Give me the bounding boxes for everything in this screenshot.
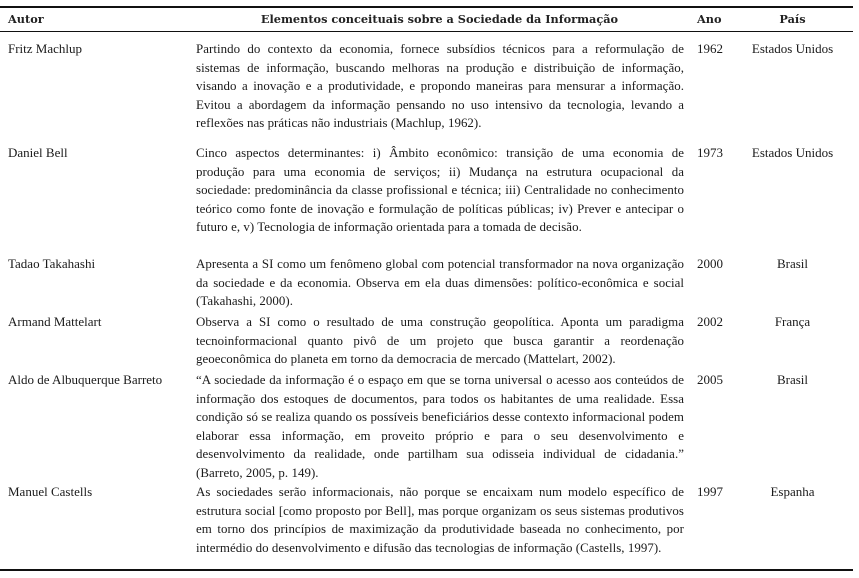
cell-descricao: Apresenta a SI como um fenômeno global com potencial transformador na nova organização da sociedade e da economia. Observa em ela duas dimensões: político-econômica e social (Takahashi, 2000). — [196, 257, 684, 309]
cell-ano: 2002 — [697, 314, 723, 329]
cell-pais: Estados Unidos — [751, 41, 834, 56]
cell-ano: 1973 — [697, 145, 723, 160]
cell-descricao: Partindo do contexto da economia, fornece subsídios técnicos para a reformulação de sistemas de informação, buscando melhoras na produção e distribuição de informação, visando a inovação e a produtividade, e propondo maneiras para mensurar a informação. Evitou a abordagem da informação pensando no uso intensivo da tecnologia, levando a reflexões nas práticas não industriais (Machlup, 1962). — [196, 42, 684, 131]
header-rule — [0, 31, 853, 32]
cell-pais: França — [774, 314, 811, 329]
cell-descricao: “A sociedade da informação é o espaço em que se torna universal o acesso aos conteúdos de informação dos estoques de documentos, para todos os habitantes de uma realidade. Essa condição só se realiza quando os possíveis beneficiários desse contexto informacional podem elaborar essa informação, em proveito próprio e para o seu desenvolvimento e desenvolvimento da realidade, onde partilham sua odisseia individual de cidadania.” (Barreto, 2005, p. 149). — [196, 373, 684, 480]
cell-ano: 2000 — [697, 256, 723, 271]
header-ano: Ano — [697, 12, 722, 26]
cell-pais: Brasil — [776, 372, 809, 387]
table-top-rule — [0, 6, 853, 8]
cell-descricao: Observa a SI como o resultado de uma construção geopolítica. Aponta um paradigma tecnoinformacional quanto pivô de um projeto que busca garantir a reordenação geoeconômica do planeta em torno da democracia de mercado (Mattelart, 2002). — [196, 315, 684, 367]
cell-autor: Aldo de Albuquerque Barreto — [8, 372, 163, 387]
cell-autor: Tadao Takahashi — [8, 256, 96, 271]
cell-autor: Daniel Bell — [8, 145, 68, 160]
table-bottom-rule — [0, 569, 853, 571]
cell-pais: Espanha — [770, 484, 815, 499]
cell-autor: Armand Mattelart — [8, 314, 102, 329]
table-header — [0, 10, 859, 30]
cell-ano: 1997 — [697, 484, 723, 499]
cell-pais: Brasil — [776, 256, 809, 271]
cell-ano: 2005 — [697, 372, 723, 387]
cell-ano: 1962 — [697, 41, 723, 56]
cell-descricao: As sociedades serão informacionais, não porque se encaixam num modelo específico de estrutura social [como proposto por Bell], mas porque organizam os seus sistemas produtivos em torno dos princípios de maximização da produtividade baseada no conhecimento, por intermédio do desenvolvimento e difusão das tecnologias de informação (Castells, 1997). — [196, 485, 684, 555]
cell-descricao: Cinco aspectos determinantes: i) Âmbito econômico: transição de uma economia de produção para uma economia de serviços; ii) Mudança na estrutura ocupacional da sociedade: predominância da classe profissional e técnica; iii) Centralidade no conhecimento teórico como fonte de inovação e formulação de políticas públicas; iv) Prever e antecipar o futuro e, v) Tecnologia de informação orientada para a tomada de decisão. — [196, 146, 684, 235]
header-autor: Autor — [8, 12, 44, 26]
header-elementos: Elementos conceituais sobre a Sociedade da Informação — [260, 12, 619, 26]
cell-autor: Manuel Castells — [8, 484, 93, 499]
header-pais: País — [779, 12, 806, 26]
cell-autor: Fritz Machlup — [8, 41, 83, 56]
cell-pais: Estados Unidos — [751, 145, 834, 160]
